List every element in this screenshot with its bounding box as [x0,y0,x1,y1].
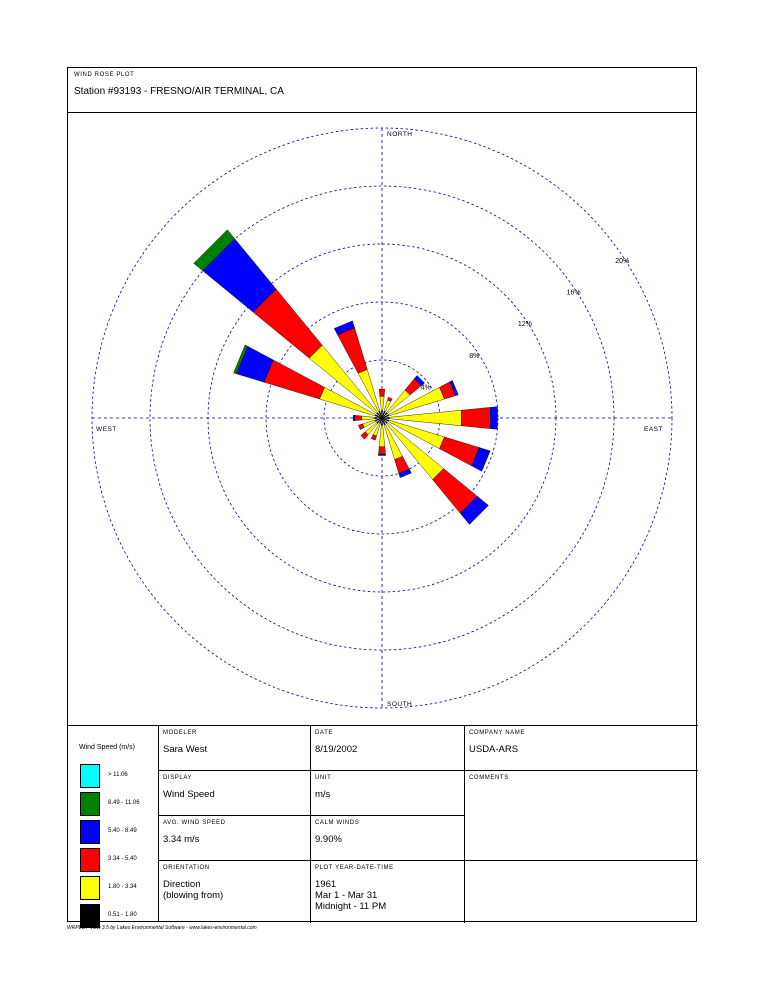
ring-label: 8% [469,352,480,360]
petal-segment [353,415,354,421]
petal-segment [490,407,497,430]
display-value: Wind Speed [163,789,215,800]
petal-segment [338,328,368,373]
comments-label: COMMENTS [469,775,509,781]
date-cell [311,726,465,771]
legend-label: 3.34 - 5.40 [108,856,137,862]
period-dates: Mar 1 - Mar 31 [315,890,378,901]
speed-legend [68,726,159,922]
legend-label: 1.80 - 3.34 [108,884,137,890]
company-label: COMPANY NAME [469,730,525,736]
west-label: WEST [96,426,117,433]
display-cell [159,771,311,816]
legend-swatch [80,792,100,816]
blank-cell [465,861,698,923]
period-label: PLOT YEAR-DATE-TIME [315,865,394,871]
legend-swatch [80,876,100,900]
plot-header [68,68,696,113]
comments-cell [465,771,698,861]
wind-rose-plot-area [68,113,698,725]
east-label: EAST [644,426,663,433]
ring-label: 16% [566,289,581,297]
petal-segment [380,396,384,410]
legend-item [80,848,160,872]
period-cell [311,861,465,923]
petal-segment [264,360,324,399]
legend-label: > 11.06 [108,772,128,778]
company-cell [465,726,698,771]
unit-value: m/s [315,789,331,800]
petal-segment [355,415,362,420]
orientation-value [163,879,223,901]
date-value: 8/19/2002 [315,744,358,755]
calm-winds-value: 9.90% [315,834,342,845]
wind-rose-chart [68,113,698,725]
legend-swatch [80,820,100,844]
ring-label: 20% [615,258,630,266]
chart-petals [194,230,498,525]
software-credit: WRPLOT View 3.5 by Lakes Environmental Software - www.lakes-environmental.com [67,925,257,931]
avg-speed-value: 3.34 m/s [163,834,200,845]
north-label: NORTH [387,131,413,138]
display-label: DISPLAY [163,775,193,781]
petal-segment [378,454,385,455]
company-value: USDA-ARS [469,744,519,755]
legend-label: 5.40 - 8.49 [108,828,137,834]
avg-speed-cell [159,816,311,861]
period-value [315,879,386,912]
orientation-line2: (blowing from) [163,890,224,901]
calm-winds-label: CALM WINDS [315,820,360,826]
petal-segment [378,447,385,454]
legend-item [80,764,160,788]
petal-segment [362,416,375,420]
petal-segment [379,425,385,447]
orientation-line1: Direction [163,879,201,890]
legend-swatch [80,764,100,788]
ring-label: 12% [517,321,532,329]
orientation-label: ORIENTATION [163,865,210,871]
unit-cell [311,771,465,816]
avg-speed-label: AVG. WIND SPEED [163,820,226,826]
legend-label: 0.51 - 1.80 [108,912,137,918]
modeler-label: MODELER [163,730,197,736]
petal-segment [379,389,385,396]
orientation-cell [159,861,311,923]
south-label: SOUTH [387,701,413,708]
period-hours: Midnight - 11 PM [315,901,387,912]
legend-item [80,792,160,816]
legend-label: 8.49 - 11.06 [108,800,140,806]
modeler-cell [159,726,311,771]
wind-rose-report [67,67,697,922]
period-year: 1961 [315,879,337,890]
legend-swatch [80,848,100,872]
legend-title: Wind Speed (m/s) [79,744,136,751]
unit-label: UNIT [315,775,332,781]
ring-label: 4% [420,384,431,392]
modeler-value: Sara West [163,744,208,755]
petal-segment [461,407,490,428]
plot-title: WIND ROSE PLOT [74,72,135,78]
legend-item [80,820,160,844]
info-panel [68,725,698,922]
station-name: Station #93193 - FRESNO/AIR TERMINAL, CA [74,86,284,97]
calm-winds-cell [311,816,465,861]
date-label: DATE [315,730,333,736]
legend-item [80,876,160,900]
